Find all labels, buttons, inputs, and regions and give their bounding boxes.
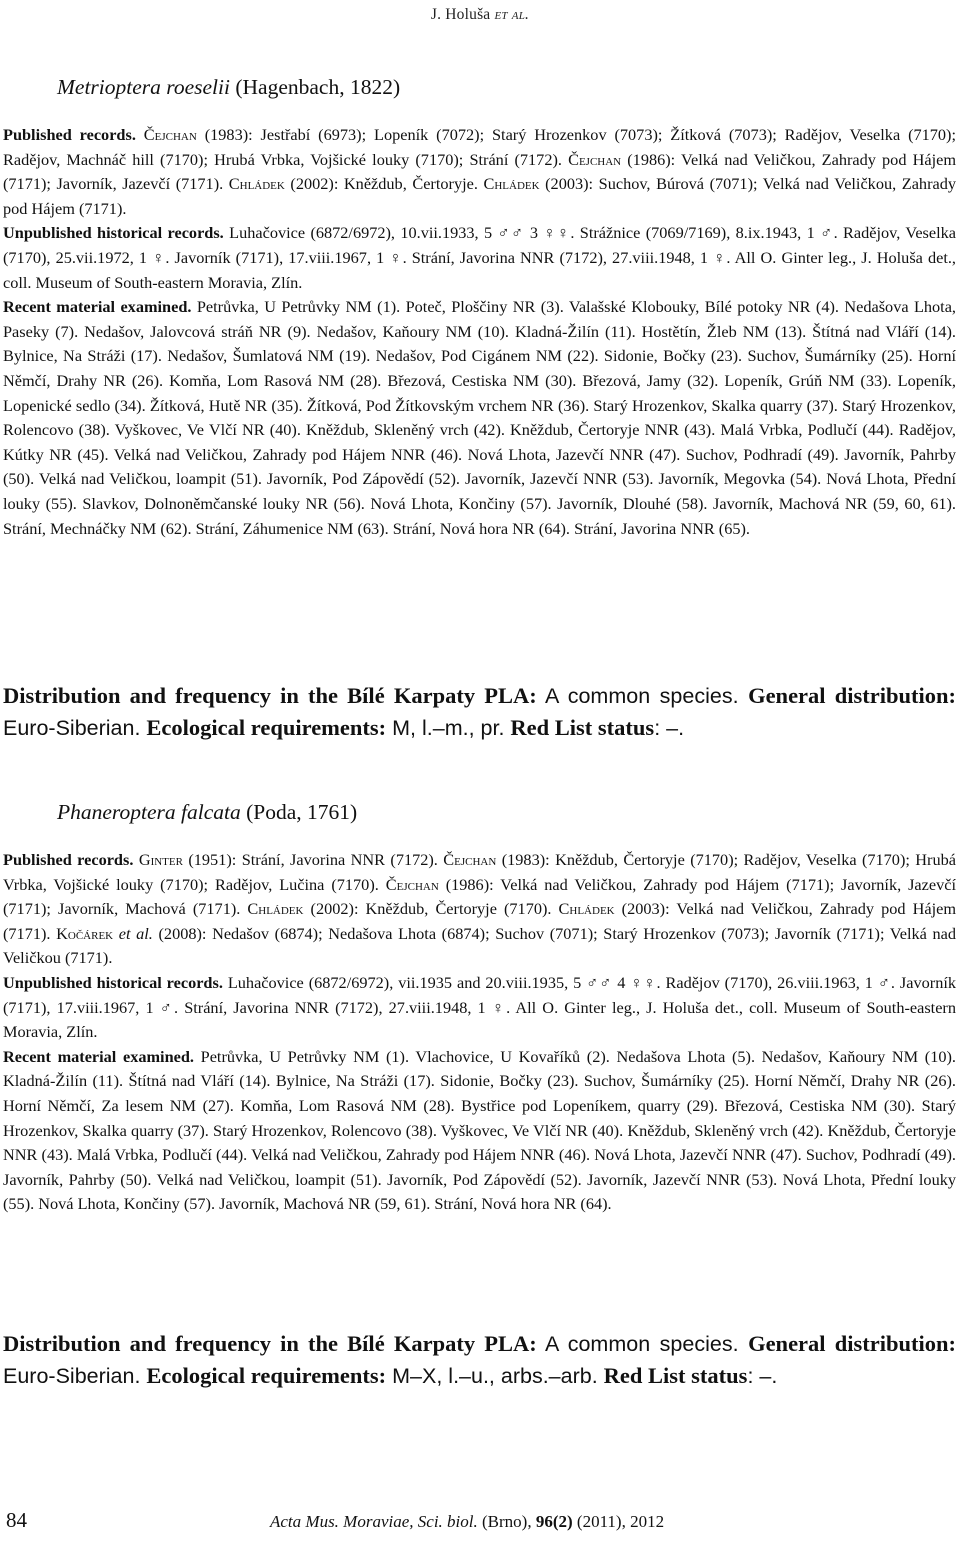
cited-author: Chládek (558, 899, 615, 919)
distribution-label: Distribution and frequency in the Bílé Karpaty PLA: (3, 1331, 537, 1356)
cited-author: Ginter (138, 850, 183, 869)
citation-etal: et al. (113, 923, 153, 943)
cited-author: Čejchan (443, 850, 497, 869)
citation-text: (2002): Kněždub, Čertoryje (7170). (303, 899, 559, 919)
running-head (0, 6, 960, 24)
red-list-text: : –. (747, 1364, 778, 1388)
recent-material-label: Recent material examined. (3, 297, 192, 317)
distribution-label: Distribution and frequency in the Bílé Karpaty PLA: (3, 683, 537, 708)
recent-material-text: Petrůvka, U Petrůvky NM (1). Poteč, Ploščiny NR (3). Valašské Klobouky, Bílé potoky NR (4). Nedašova Lhota, Paseky (7). Nedašov, Jalovcová stráň NR (9). Nedašov, Kaňoury NM (10). Kladná-Žilín (11). Hostětín, Žleb NM (13). Štítná nad Vláří (14). Bylnice, Na Stráži (17). Nedašov, Šumlatová NM (19). Nedašov, Pod Cigánem NM (22). Sidonie, Bočky (23). Suchov, Šumárníky (25). Horní Němčí, Drahy NR (26). Komňa, Lom Rasová NM (28). Březová, Cestiska NM (30). Březová, Jamy (32). Lopeník, Grúň NM (33). Lopeník, Lopenické sedlo (34). Žítková, Hutě NR (35). Žítková, Pod Žítkovským vrchem NR (36). Starý Hrozenkov, Skalka quarry (37). Starý Hrozenkov, Rolencovo (38). Vyškovec, Ve Vlčí NR (40). Kněždub, Skleněný vrch (42). Kněždub, Čertoryje NNR (43). Malá Vrbka, Podlučí (44). Radějov, Kútky NR (45). Velká nad Veličkou, Zahrady pod Hájem NNR (46). Nová Lhota, Jazevčí NNR (47). Suchov, Podhradí (49). Javorník, Pahrby (50). Velká nad Veličkou, loampit (51). Javorník, Pod Zápovědí (52). Javorník, Jazevčí NNR (53). Javorník, Megovka (54). Nová Lhota, Přední louky (55). Slavkov, Dolnoněmčanské louky NR (56). Nová Lhota, Končiny (57). Javorník, Dlouhé (58). Javorník, Machová NR (59, 60, 61). Strání, Mechnáčky NM (62). Strání, Záhumenice NM (63). Strání, Nová hora NR (64). Strání, Javorina NNR (65). (3, 297, 956, 538)
recent-material-label: Recent material examined. (3, 1046, 194, 1066)
distribution-text: A common species. (536, 1332, 749, 1356)
distribution-text: A common species. (536, 684, 749, 708)
citation-text: (1983): Kněždub, Čertoryje (7170); Radějov, Veselka (7170); Hrubá Vrbka, Vojšické louky (7170); Radějov, Lučina (7170). (3, 850, 956, 894)
cited-author: Chládek (228, 174, 285, 194)
unpublished-records-label: Unpublished historical records. (3, 972, 223, 992)
unpublished-records-text: Luhačovice (6872/6972), vii.1935 and 20.viii.1935, 5 ♂♂ 4 ♀♀. Radějov (7170), 26.viii.1963, 1 ♂. Javorník (7171), 17.viii.1967, 1 ♂. Strání, Javorina NNR (7172), 27.viii.1948, 1 ♀. All O. Ginter leg., J. Holuša det., coll. Museum of South-eastern Moravia, Zlín. (3, 972, 957, 1042)
red-list-label: Red List status (510, 715, 655, 740)
summary-phaneroptera (3, 1328, 956, 1392)
summary-metrioptera (3, 680, 956, 744)
journal-name: Acta Mus. Moraviae, Sci. biol. (270, 1512, 478, 1531)
unpublished-records-label: Unpublished historical records. (3, 223, 224, 243)
records-block-metrioptera (3, 123, 956, 541)
page-number: 84 (6, 1508, 27, 1532)
species-title-metrioptera (57, 75, 400, 100)
red-list-label: Red List status (603, 1363, 748, 1388)
ecological-requirements-label: Ecological requirements: (146, 715, 387, 740)
journal-citation (270, 1512, 664, 1532)
journal-volume: 96(2) (535, 1512, 573, 1531)
ecological-requirements-text: M–X, l.–u., arbs.–arb. (386, 1364, 604, 1388)
cited-author: Čejchan (385, 874, 439, 894)
citation-text: (2003): Velká nad Veličkou, Zahrady pod Hájem (7171). (3, 899, 956, 943)
citation-text: (2003): Suchov, Búrová (7071); Velká nad Veličkou, Zahrady pod Hájem (7171). (3, 174, 956, 218)
citation-text: (1951): Strání, Javorina NNR (7172). (182, 850, 444, 869)
cited-author: Kočárek (56, 923, 114, 943)
general-distribution-label: General distribution: (748, 1331, 956, 1356)
species-name: Metrioptera roeselii (57, 75, 230, 99)
cited-author: Chládek (483, 174, 540, 194)
recent-material-text: Petrůvka, U Petrůvky NM (1). Vlachovice, U Kovaříků (2). Nedašova Lhota (5). Nedašov, Kaňoury NM (10). Kladná-Žilín (11). Štítná nad Vláří (14). Bylnice, Na Stráži (17). Sidonie, Bočky (23). Suchov, Šumárníky (25). Horní Němčí, Drahy NR (26). Horní Němčí, Za lesem NM (27). Komňa, Lom Rasová NM (28). Bystřice pod Lopeníkem, quarry (29). Březová, Cestiska NM (30). Starý Hrozenkov, Skalka quarry (37). Starý Hrozenkov, Rolencovo (38). Vyškovec, Ve Vlčí NR (40). Kněždub, Skleněný vrch (42). Kněždub, Čertoryje NNR (43). Malá Vrbka, Podlučí (44). Velká nad Veličkou, Zahrady pod Hájem NNR (46). Nová Lhota, Jazevčí NNR (47). Suchov, Podhradí (49). Javorník, Pahrby (50). Velká nad Veličkou, loampit (51). Javorník, Pod Zápovědí (52). Javorník, Jazevčí NNR (53). Nová Lhota, Přední louky (55). Nová Lhota, Končiny (57). Javorník, Machová NR (59, 61). Strání, Nová hora NR (64). (3, 1046, 956, 1214)
general-distribution-text: Euro-Siberian. (3, 716, 147, 740)
species-name: Phaneroptera falcata (57, 800, 241, 824)
species-authority: (Poda, 1761) (246, 800, 358, 824)
journal-year: (2011), 2012 (572, 1512, 665, 1531)
citation-text: (2008): Nedašov (6874); Nedašova Lhota (6874); Suchov (7071); Starý Hrozenkov (7073); Javorník (7171); Velká nad Veličkou (7171). (3, 923, 957, 968)
records-block-phaneroptera (3, 848, 956, 1217)
citation-text: (1983): Jestřabí (6973); Lopeník (7072); Starý Hrozenkov (7073); Žítková (7073); Radějov, Veselka (7170); Radějov, Machnáč hill (7170); Hrubá Vrbka, Vojšické louky (7170); Strání (7172). (3, 125, 956, 169)
published-records-label: Published records. (3, 125, 136, 144)
unpublished-records-text: Luhačovice (6872/6972), 10.vii.1933, 5 ♂♂ 3 ♀♀. Strážnice (7069/7169), 8.ix.1943, 1 ♂. Radějov, Veselka (7170), 25.vii.1972, 1 ♀. Javorník (7171), 17.viii.1967, 1 ♀. Strání, Javorina NNR (7172), 27.viii.1948, 1 ♀. All O. Ginter leg., J. Holuša det., coll. Museum of South-eastern Moravia, Zlín. (3, 223, 957, 292)
species-authority: (Hagenbach, 1822) (235, 75, 401, 99)
citation-text: (1986): Velká nad Veličkou, Zahrady pod Hájem (7171); Javorník, Jazevčí (7171); Javorník, Machová (7171). (3, 874, 956, 919)
cited-author: Chládek (247, 899, 304, 919)
cited-author: Čejchan (568, 149, 622, 169)
species-title-phaneroptera (57, 800, 357, 825)
ecological-requirements-text: M, l.–m., pr. (386, 716, 511, 740)
published-records-label: Published records. (3, 850, 134, 869)
ecological-requirements-label: Ecological requirements: (146, 1363, 387, 1388)
general-distribution-label: General distribution: (748, 683, 956, 708)
general-distribution-text: Euro-Siberian. (3, 1364, 147, 1388)
running-head-author: J. Holuša (430, 6, 491, 23)
running-head-etal: et al. (494, 6, 530, 23)
journal-place: (Brno), (477, 1512, 536, 1531)
citation-text: (1986): Velká nad Veličkou, Zahrady pod Hájem (7171); Javorník, Jazevčí (7171). (3, 149, 956, 194)
citation-text: (2002): Kněždub, Čertoryje. (284, 174, 484, 194)
cited-author: Čejchan (143, 125, 197, 144)
red-list-text: : –. (654, 716, 685, 740)
